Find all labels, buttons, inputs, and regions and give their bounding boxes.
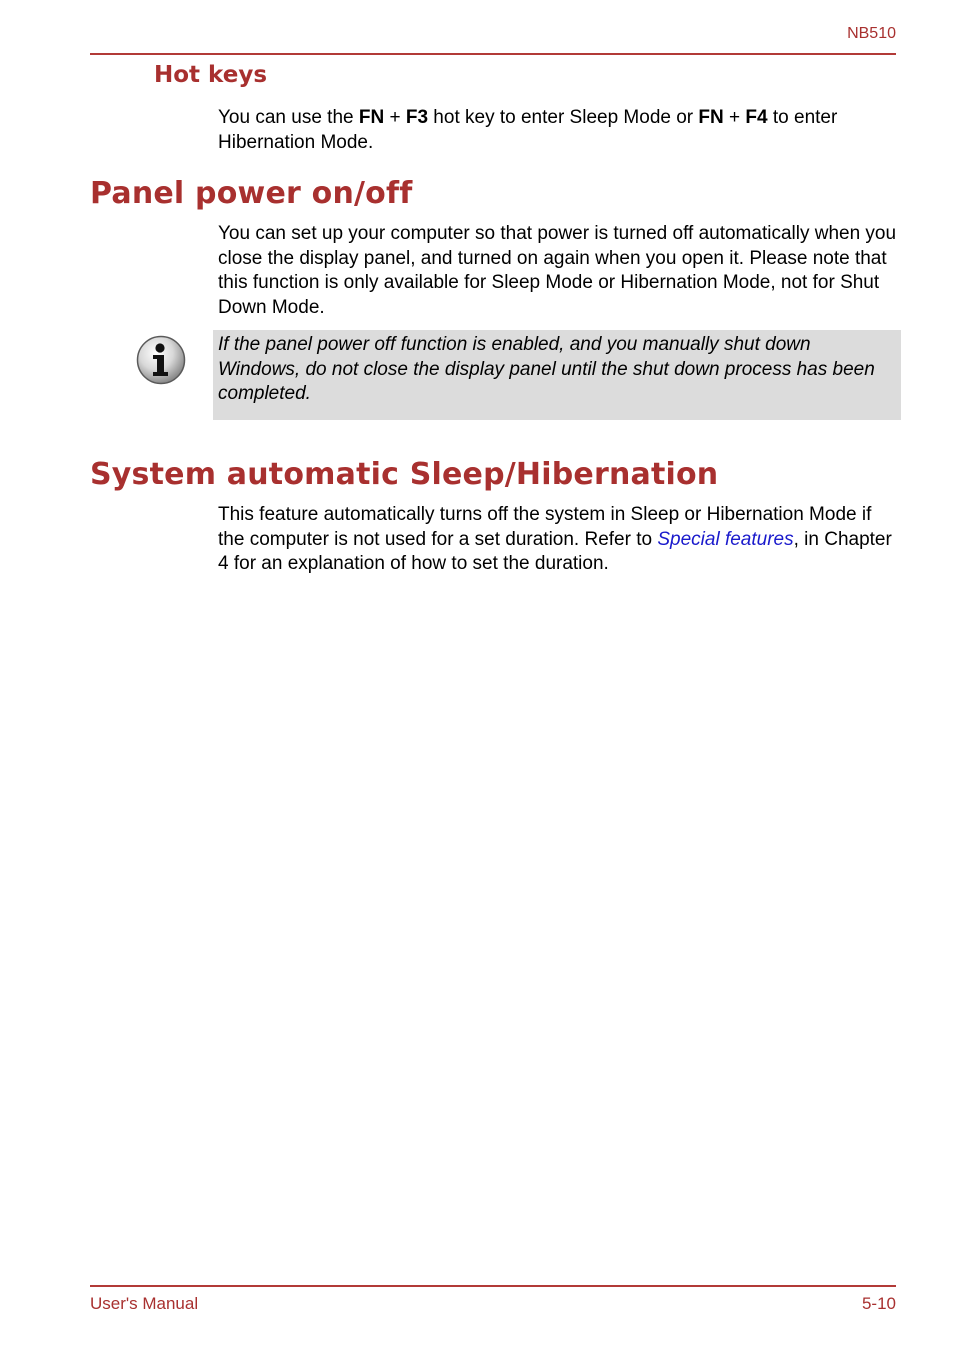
- system-sleep-text-1: This feature automatically turns off the system in Sleep or Hibernation Mode if the computer is not used for a set duration. Refer to: [218, 504, 872, 550]
- hot-keys-text-3: hot key to enter Sleep Mode or: [428, 107, 699, 128]
- system-sleep-heading: System automatic Sleep/Hibernation: [90, 457, 719, 492]
- header-rule: [90, 53, 896, 55]
- note-text: If the panel power off function is enabled, and you manually shut down Windows, do not close the display panel until the shut down process has been completed.: [218, 334, 875, 404]
- note-box: [213, 330, 901, 420]
- footer-manual-label: User's Manual: [90, 1294, 199, 1313]
- hot-keys-text-2: +: [384, 107, 406, 128]
- system-sleep-paragraph: [218, 503, 898, 577]
- hot-keys-text-5: to enter Hibernation Mode.: [218, 107, 838, 153]
- footer-rule: [90, 1285, 896, 1287]
- hot-keys-text-1: You can use the: [218, 107, 359, 128]
- panel-power-heading: Panel power on/off: [90, 176, 413, 211]
- info-icon: [135, 334, 187, 386]
- hot-key-f4: F4: [745, 107, 768, 128]
- hot-key-fn-2: FN: [698, 107, 724, 128]
- panel-power-paragraph: You can set up your computer so that power is turned off automatically when you close the display panel, and turned on again when you open it. Please note that this function is only available for Sleep Mode or Hibernation Mode, not for Shut Down Mode.: [218, 223, 897, 318]
- hot-keys-heading: Hot keys: [154, 62, 268, 88]
- hot-keys-text-4: +: [723, 107, 746, 128]
- hot-key-f3: F3: [405, 107, 429, 128]
- special-features-link[interactable]: Special features: [657, 528, 794, 550]
- hot-key-fn-1: FN: [358, 107, 385, 128]
- header-model-name: NB510: [847, 25, 896, 42]
- hot-keys-paragraph: [218, 106, 898, 155]
- footer-page-number: 5-10: [861, 1294, 896, 1313]
- system-sleep-text-2: , in Chapter 4 for an explanation of how to set the duration.: [218, 528, 892, 574]
